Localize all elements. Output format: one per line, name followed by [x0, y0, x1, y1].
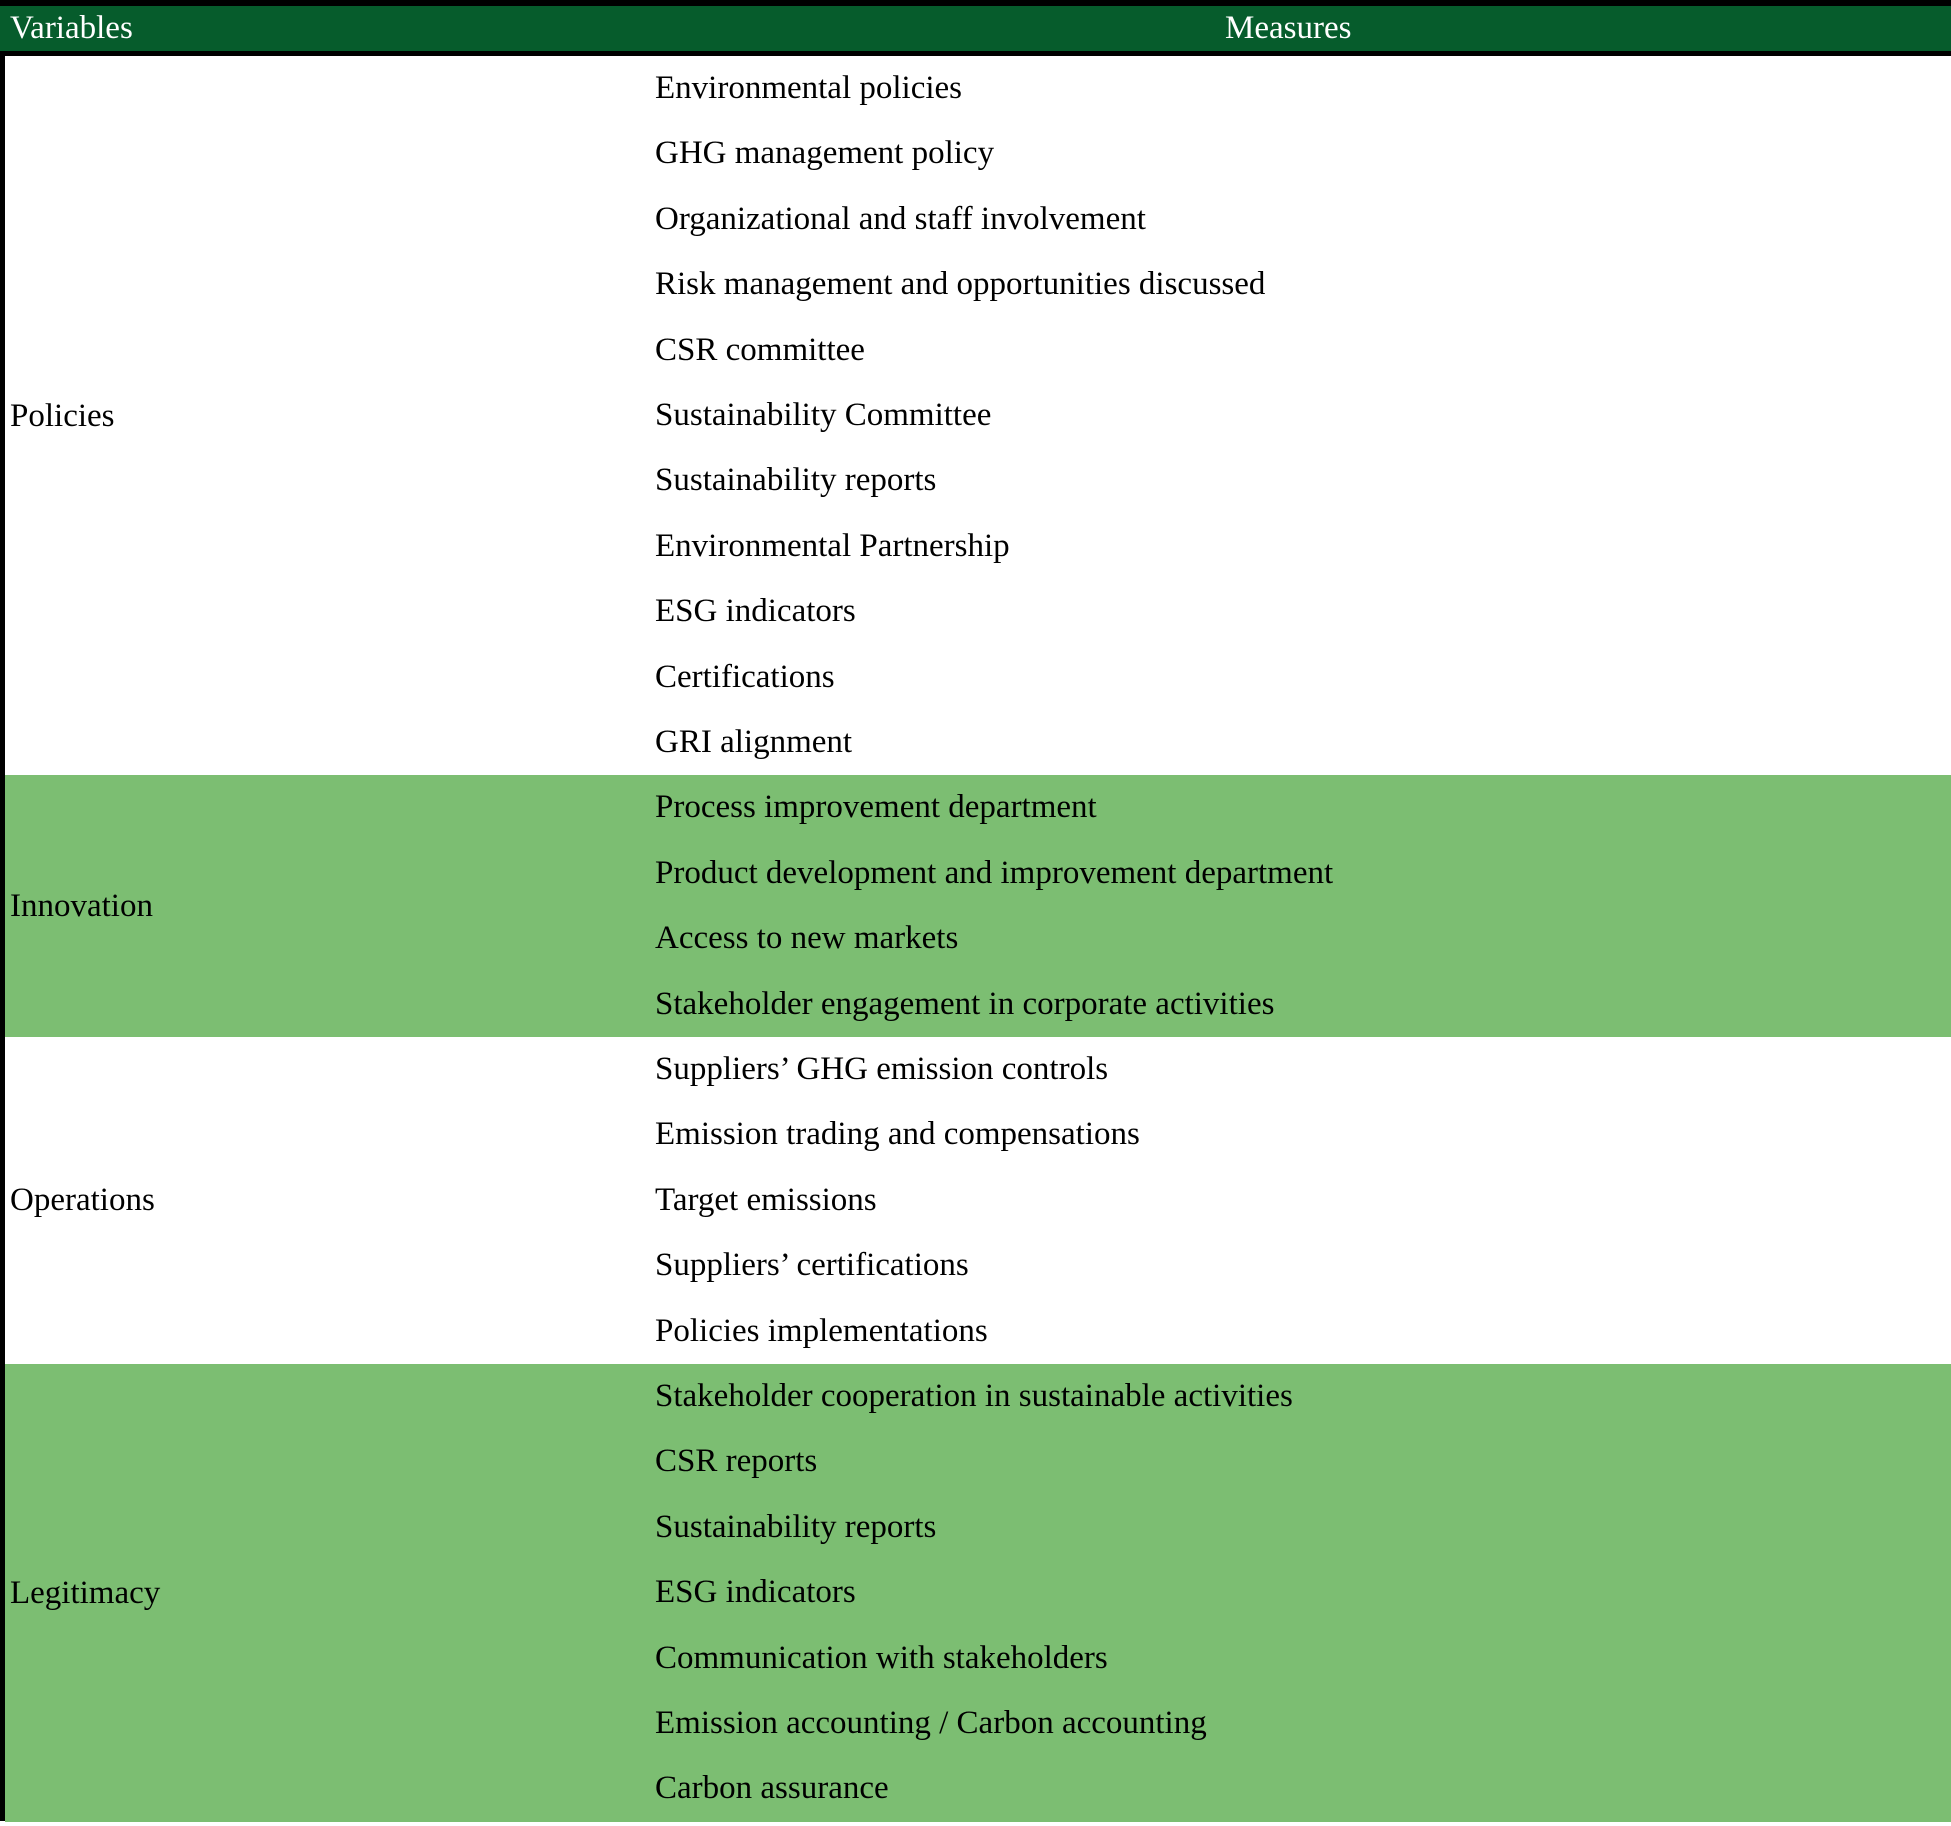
- measure-item: GHG management policy: [655, 135, 995, 172]
- measure-item: Process improvement department: [655, 789, 1097, 826]
- measure-item: Organizational and staff involvement: [655, 200, 1146, 237]
- measure-item: Stakeholder engagement in corporate activities: [655, 985, 1275, 1022]
- measure-item: CSR reports: [655, 1443, 818, 1480]
- measure-item: Certifications: [655, 658, 835, 695]
- measure-item: Target emissions: [655, 1181, 877, 1218]
- measure-item: GRI alignment: [655, 723, 853, 760]
- measure-item: Sustainability Committee: [655, 396, 992, 433]
- measure-item: Environmental Partnership: [655, 527, 1010, 564]
- measure-item: Environmental policies: [655, 70, 963, 106]
- measure-item: Risk management and opportunities discussed: [655, 266, 1266, 303]
- table-body: [0, 56, 1951, 1821]
- measure-item: Emission accounting / Carbon accounting: [655, 1704, 1207, 1741]
- measure-item: Carbon assurance: [655, 1770, 889, 1807]
- variable-group: [5, 1037, 1951, 1364]
- measure-item: Communication with stakeholders: [655, 1639, 1108, 1676]
- variable-label: Legitimacy: [10, 1574, 161, 1611]
- column-header-measures: Measures: [1225, 10, 1352, 46]
- measure-item: Product development and improvement department: [655, 854, 1334, 891]
- variable-group: [5, 56, 1951, 775]
- measure-item: ESG indicators: [655, 1574, 856, 1611]
- measure-item: Suppliers’ certifications: [655, 1247, 969, 1284]
- variable-label: Operations: [10, 1182, 155, 1219]
- measure-item: Stakeholder cooperation in sustainable activities: [655, 1377, 1293, 1414]
- measure-item: Policies implementations: [655, 1312, 988, 1349]
- variable-group: [5, 1364, 1951, 1822]
- measure-item: Access to new markets: [655, 920, 959, 957]
- variable-group: [5, 775, 1951, 1037]
- measure-item: CSR committee: [655, 331, 865, 368]
- measure-item: ESG indicators: [655, 593, 856, 630]
- measure-item: Sustainability reports: [655, 462, 937, 499]
- measure-item: Emission trading and compensations: [655, 1116, 1140, 1153]
- measure-item: Suppliers’ GHG emission controls: [655, 1050, 1109, 1087]
- column-header-variables: Variables: [10, 10, 133, 46]
- variable-label: Policies: [10, 397, 115, 434]
- table-header-row: [0, 0, 1951, 56]
- variable-label: Innovation: [10, 888, 153, 925]
- measure-item: Sustainability reports: [655, 1508, 937, 1545]
